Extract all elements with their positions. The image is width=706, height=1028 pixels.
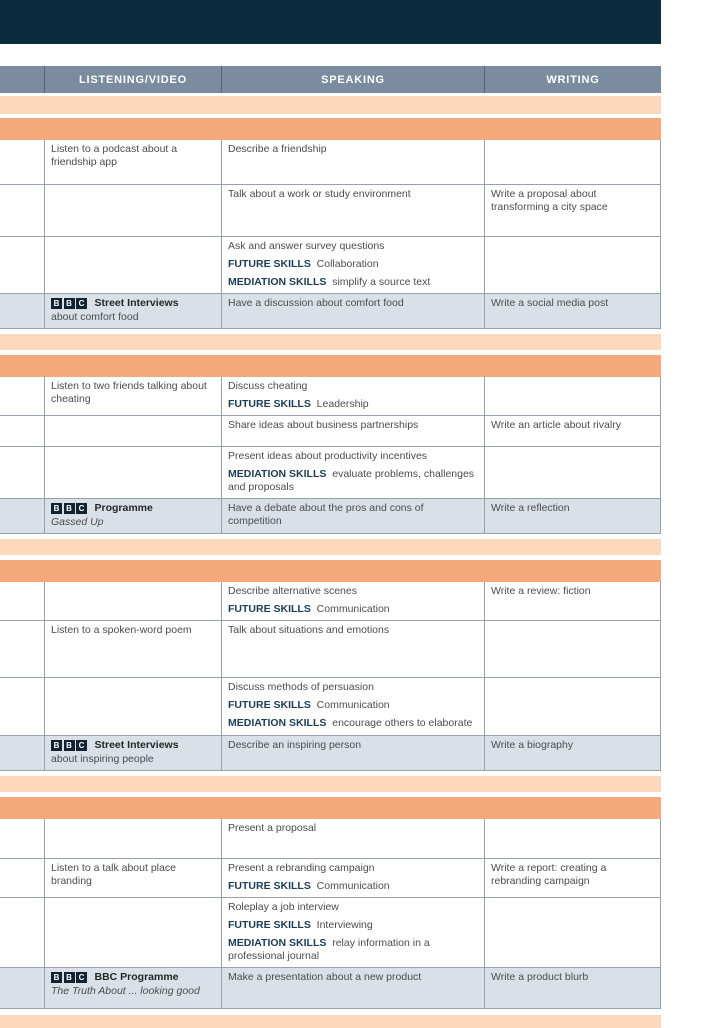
separator-bar-light bbox=[0, 776, 661, 792]
unit-margin-cell bbox=[0, 621, 45, 677]
bbc-logo-block: B bbox=[51, 740, 62, 751]
activity-text: Present a rebranding campaign bbox=[228, 862, 375, 874]
table-row bbox=[0, 819, 661, 859]
unit-divider-bar-orange bbox=[0, 355, 661, 377]
activity-text: Describe an inspiring person bbox=[228, 739, 362, 751]
bbc-title-cell bbox=[45, 736, 222, 770]
bbc-title-line bbox=[51, 502, 215, 515]
speaking-cell bbox=[222, 678, 485, 735]
bbc-programme-subtitle: about comfort food bbox=[51, 311, 139, 323]
bbc-programme-title: Programme bbox=[94, 502, 153, 514]
bbc-title-line bbox=[51, 739, 215, 752]
future-skills-text: Collaboration bbox=[310, 258, 379, 270]
activity-text: Have a discussion about comfort food bbox=[228, 297, 404, 309]
unit-section bbox=[0, 377, 661, 534]
activity-text: Talk about situations and emotions bbox=[228, 624, 390, 636]
activity-text: Make a presentation about a new product bbox=[228, 971, 422, 983]
separator-bar-light bbox=[0, 1015, 661, 1028]
separator-bar-light bbox=[0, 96, 661, 114]
activity-text: Discuss methods of persuasion bbox=[228, 681, 374, 693]
bbc-logo-block: B bbox=[64, 503, 75, 514]
speaking-cell bbox=[222, 185, 485, 236]
header-cell-speaking: SPEAKING bbox=[222, 66, 485, 93]
writing-cell bbox=[485, 819, 661, 858]
bbc-title-cell bbox=[45, 499, 222, 533]
bbc-programme-title: BBC Programme bbox=[94, 971, 179, 983]
writing-cell bbox=[485, 582, 661, 620]
listening-cell bbox=[45, 898, 222, 967]
table-row bbox=[0, 185, 661, 237]
unit-margin-cell bbox=[0, 499, 45, 533]
future-skills-label: FUTURE SKILLS bbox=[228, 398, 311, 410]
listening-cell bbox=[45, 621, 222, 677]
future-skills-text: Communication bbox=[310, 880, 390, 892]
unit-margin-cell bbox=[0, 968, 45, 1008]
activity-text: Listen to a spoken-word poem bbox=[51, 624, 192, 636]
future-skills-label: FUTURE SKILLS bbox=[228, 699, 311, 711]
listening-cell bbox=[45, 819, 222, 858]
speaking-cell bbox=[222, 294, 485, 328]
unit-margin-cell bbox=[0, 294, 45, 328]
bbc-logo bbox=[51, 972, 89, 983]
listening-cell bbox=[45, 859, 222, 897]
writing-cell bbox=[485, 294, 661, 328]
speaking-cell bbox=[222, 736, 485, 770]
speaking-cell bbox=[222, 237, 485, 293]
table-row bbox=[0, 416, 661, 447]
activity-text: Write a biography bbox=[491, 739, 574, 751]
mediation-skills-label: MEDIATION SKILLS bbox=[228, 468, 327, 480]
mediation-skills-label: MEDIATION SKILLS bbox=[228, 937, 327, 949]
future-skills-line bbox=[228, 699, 478, 712]
bbc-title-cell bbox=[45, 294, 222, 328]
table-row bbox=[0, 582, 661, 621]
listening-cell bbox=[45, 582, 222, 620]
top-navy-band bbox=[0, 0, 661, 44]
writing-cell bbox=[485, 416, 661, 446]
bbc-programme-row bbox=[0, 294, 661, 329]
table-row bbox=[0, 678, 661, 736]
writing-cell bbox=[485, 499, 661, 533]
listening-cell bbox=[45, 377, 222, 415]
future-skills-label: FUTURE SKILLS bbox=[228, 880, 311, 892]
unit-margin-cell bbox=[0, 416, 45, 446]
listening-cell bbox=[45, 140, 222, 184]
mediation-skills-text: evaluate problems, challenges and proposals bbox=[228, 468, 475, 493]
unit-margin-cell bbox=[0, 898, 45, 967]
activity-text: Discuss cheating bbox=[228, 380, 308, 392]
activity-text: Write a review: fiction bbox=[491, 585, 591, 597]
writing-cell bbox=[485, 968, 661, 1008]
bbc-programme-row bbox=[0, 968, 661, 1009]
activity-text: Have a debate about the pros and cons of competition bbox=[228, 502, 424, 527]
bbc-programme-row bbox=[0, 736, 661, 771]
writing-cell bbox=[485, 859, 661, 897]
bbc-programme-subtitle: Gassed Up bbox=[51, 516, 104, 528]
writing-cell bbox=[485, 447, 661, 498]
activity-text: Describe alternative scenes bbox=[228, 585, 357, 597]
unit-margin-cell bbox=[0, 447, 45, 498]
activity-text: Write a social media post bbox=[491, 297, 609, 309]
unit-margin-cell bbox=[0, 736, 45, 770]
activity-text: Write an article about rivalry bbox=[491, 419, 621, 431]
mediation-skills-label: MEDIATION SKILLS bbox=[228, 717, 327, 729]
unit-section bbox=[0, 819, 661, 1009]
table-body bbox=[0, 140, 661, 1028]
table-header-row bbox=[0, 66, 661, 93]
activity-text: Describe a friendship bbox=[228, 143, 327, 155]
bbc-title-line bbox=[51, 971, 215, 984]
table-row bbox=[0, 621, 661, 678]
future-skills-text: Leadership bbox=[310, 398, 369, 410]
bbc-programme-subtitle: The Truth About ... looking good bbox=[51, 985, 200, 997]
future-skills-text: Communication bbox=[310, 603, 390, 615]
writing-cell bbox=[485, 621, 661, 677]
bbc-logo-block: C bbox=[76, 972, 87, 983]
mediation-skills-line bbox=[228, 468, 478, 494]
future-skills-line bbox=[228, 919, 478, 932]
speaking-cell bbox=[222, 968, 485, 1008]
activity-text: Write a reflection bbox=[491, 502, 570, 514]
listening-cell bbox=[45, 185, 222, 236]
writing-cell bbox=[485, 377, 661, 415]
writing-cell bbox=[485, 237, 661, 293]
unit-margin-cell bbox=[0, 140, 45, 184]
activity-text: Write a product blurb bbox=[491, 971, 589, 983]
separator-bar-light bbox=[0, 334, 661, 350]
separator-bar-light bbox=[0, 539, 661, 555]
future-skills-text: Interviewing bbox=[310, 919, 373, 931]
activity-text: Write a proposal about transforming a city space bbox=[491, 188, 608, 213]
bbc-programme-title: Street Interviews bbox=[94, 739, 179, 751]
bbc-logo bbox=[51, 503, 89, 514]
future-skills-line bbox=[228, 880, 478, 893]
speaking-cell bbox=[222, 447, 485, 498]
activity-text: Listen to a podcast about a friendship app bbox=[51, 143, 178, 168]
unit-divider-bar-orange bbox=[0, 797, 661, 819]
bbc-logo-block: B bbox=[51, 298, 62, 309]
header-cell-writing: WRITING bbox=[546, 73, 600, 86]
activity-text: Ask and answer survey questions bbox=[228, 240, 385, 252]
table-row bbox=[0, 377, 661, 416]
mediation-skills-text: simplify a source text bbox=[326, 276, 431, 288]
table-row bbox=[0, 898, 661, 968]
bbc-logo-block: B bbox=[64, 740, 75, 751]
unit-margin-cell bbox=[0, 819, 45, 858]
bbc-programme-title: Street Interviews bbox=[94, 297, 179, 309]
writing-cell bbox=[485, 140, 661, 184]
unit-margin-cell bbox=[0, 185, 45, 236]
bbc-logo-block: C bbox=[76, 503, 87, 514]
unit-margin-cell bbox=[0, 377, 45, 415]
future-skills-label: FUTURE SKILLS bbox=[228, 919, 311, 931]
speaking-cell bbox=[222, 898, 485, 967]
activity-text: Roleplay a job interview bbox=[228, 901, 339, 913]
bbc-logo-block: B bbox=[51, 972, 62, 983]
activity-text: Present ideas about productivity incentives bbox=[228, 450, 428, 462]
bbc-logo-block: C bbox=[76, 298, 87, 309]
mediation-skills-line bbox=[228, 276, 478, 289]
bbc-logo bbox=[51, 740, 89, 751]
speaking-cell bbox=[222, 859, 485, 897]
table-row bbox=[0, 140, 661, 185]
listening-cell bbox=[45, 678, 222, 735]
table-row bbox=[0, 859, 661, 898]
future-skills-line bbox=[228, 258, 478, 271]
table-row bbox=[0, 447, 661, 499]
activity-text: Share ideas about business partnerships bbox=[228, 419, 419, 431]
speaking-cell bbox=[222, 416, 485, 446]
unit-margin-cell bbox=[0, 859, 45, 897]
header-cell-unit bbox=[0, 66, 45, 93]
writing-cell bbox=[485, 185, 661, 236]
speaking-cell bbox=[222, 819, 485, 858]
unit-margin-cell bbox=[0, 678, 45, 735]
mediation-skills-text: encourage others to elaborate bbox=[326, 717, 473, 729]
speaking-cell bbox=[222, 621, 485, 677]
mediation-skills-label: MEDIATION SKILLS bbox=[228, 276, 327, 288]
unit-margin-cell bbox=[0, 582, 45, 620]
future-skills-line bbox=[228, 398, 478, 411]
activity-text: Listen to two friends talking about cheating bbox=[51, 380, 207, 405]
future-skills-label: FUTURE SKILLS bbox=[228, 603, 311, 615]
bbc-title-line bbox=[51, 297, 215, 310]
listening-cell bbox=[45, 237, 222, 293]
bbc-logo-block: B bbox=[51, 503, 62, 514]
speaking-cell bbox=[222, 377, 485, 415]
activity-text: Talk about a work or study environment bbox=[228, 188, 411, 200]
unit-section bbox=[0, 582, 661, 771]
bbc-logo-block: C bbox=[76, 740, 87, 751]
bbc-programme-row bbox=[0, 499, 661, 534]
unit-divider-bar-orange bbox=[0, 118, 661, 140]
writing-cell bbox=[485, 678, 661, 735]
mediation-skills-text: relay information in a professional journal bbox=[228, 937, 430, 962]
bbc-logo bbox=[51, 298, 89, 309]
future-skills-line bbox=[228, 603, 478, 616]
bbc-title-cell bbox=[45, 968, 222, 1008]
future-skills-text: Communication bbox=[310, 699, 390, 711]
table-row bbox=[0, 237, 661, 294]
bbc-programme-subtitle: about inspiring people bbox=[51, 753, 154, 765]
header-cell-listening-video: LISTENING/VIDEO bbox=[45, 66, 222, 93]
unit-section bbox=[0, 140, 661, 329]
activity-text: Present a proposal bbox=[228, 822, 317, 834]
writing-cell bbox=[485, 736, 661, 770]
listening-cell bbox=[45, 447, 222, 498]
writing-cell bbox=[485, 898, 661, 967]
bbc-logo-block: B bbox=[64, 972, 75, 983]
mediation-skills-line bbox=[228, 717, 478, 730]
speaking-cell bbox=[222, 140, 485, 184]
activity-text: Write a report: creating a rebranding campaign bbox=[491, 862, 607, 887]
speaking-cell bbox=[222, 582, 485, 620]
mediation-skills-line bbox=[228, 937, 478, 963]
speaking-cell bbox=[222, 499, 485, 533]
bbc-logo-block: B bbox=[64, 298, 75, 309]
activity-text: Listen to a talk about place branding bbox=[51, 862, 176, 887]
unit-divider-bar-orange bbox=[0, 560, 661, 582]
future-skills-label: FUTURE SKILLS bbox=[228, 258, 311, 270]
listening-cell bbox=[45, 416, 222, 446]
unit-margin-cell bbox=[0, 237, 45, 293]
